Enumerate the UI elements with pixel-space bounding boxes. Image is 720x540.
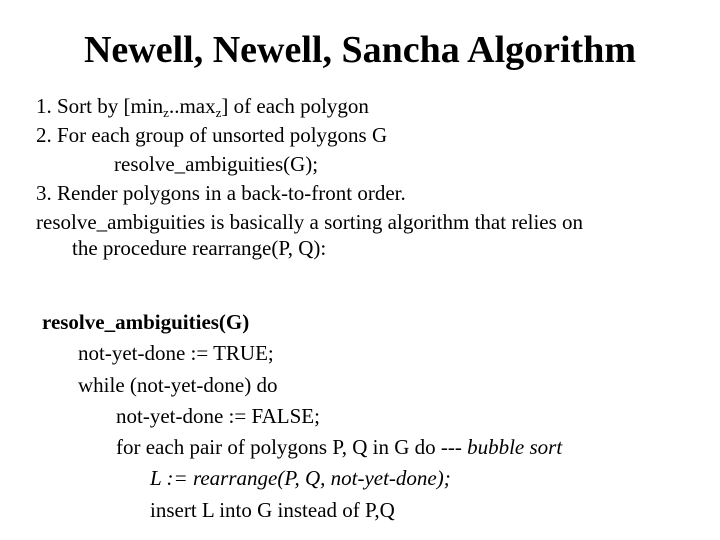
step-1 (36, 92, 696, 121)
code-line-4-main: for each pair of polygons P, Q in G do --- (116, 435, 468, 460)
step-1-subscript-max: z (215, 105, 222, 120)
code-line-5: L := rearrange(P, Q, not-yet-done); (150, 466, 451, 491)
step-2: 2. For each group of unsorted polygons G (36, 123, 388, 147)
slide-title: Newell, Newell, Sancha Algorithm (83, 29, 636, 71)
code-header: resolve_ambiguities(G) (42, 310, 250, 334)
step-1-mid: ..max (168, 94, 216, 118)
note-line-2: the procedure rearrange(P, Q): (72, 236, 327, 260)
algorithm-steps (36, 92, 696, 259)
step-1-subscript-min: z (163, 105, 169, 120)
pseudocode-block (42, 307, 702, 526)
code-line-2: while (not-yet-done) do (78, 372, 278, 397)
code-line-4-comment: bubble sort (467, 435, 563, 460)
code-line-3: not-yet-done := FALSE; (116, 403, 320, 428)
step-3: 3. Render polygons in a back-to-front order. (36, 181, 406, 205)
step-2-call: resolve_ambiguities(G); (114, 152, 319, 176)
note-line-1: resolve_ambiguities is basically a sorting algorithm that relies on (36, 210, 584, 234)
step-1-suffix: ] of each polygon (221, 94, 369, 118)
step-1-prefix: 1. Sort by [min (36, 94, 164, 118)
code-line-1: not-yet-done := TRUE; (78, 341, 274, 366)
code-line-6: insert L into G instead of P,Q (150, 497, 395, 522)
code-line-4 (42, 432, 702, 463)
